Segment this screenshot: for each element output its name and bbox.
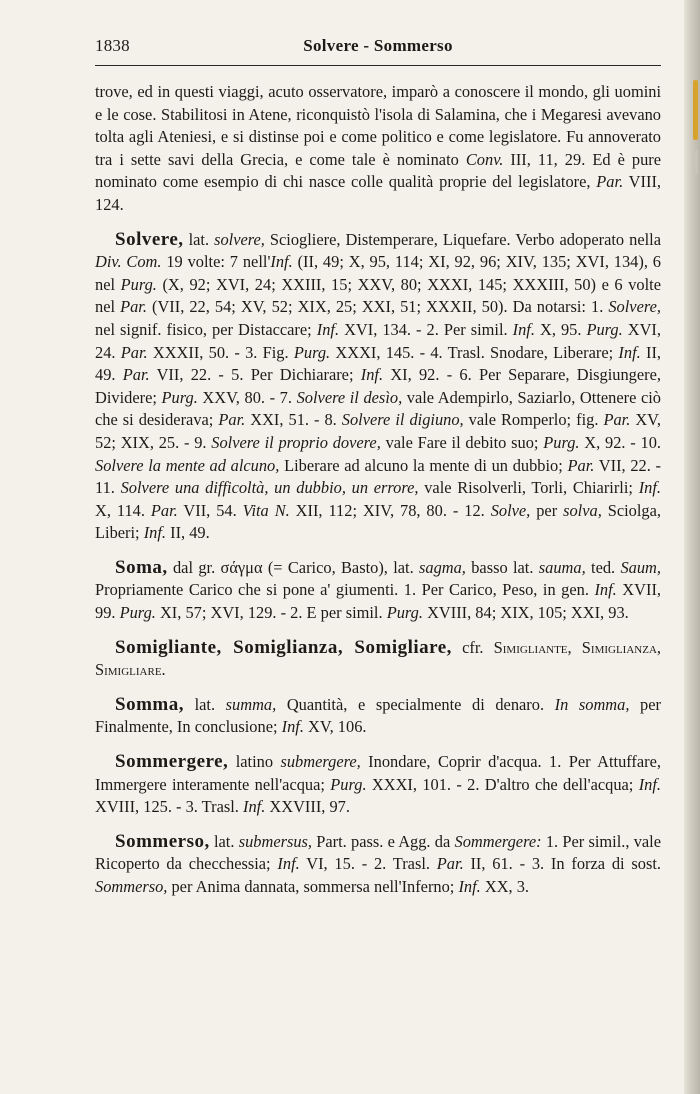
italic: sagma, xyxy=(419,557,466,577)
text: vale Romperlo; fig. xyxy=(463,410,604,430)
italic: solvere, xyxy=(214,229,265,249)
italic: Par. xyxy=(567,455,595,475)
text: XVIII, 84; XIX, 105; XXI, 93. xyxy=(422,603,629,623)
text: per Finalmente, In conclusione; xyxy=(95,694,661,737)
italic: Purg. xyxy=(586,319,623,339)
italic: Purg. xyxy=(543,432,580,452)
text: X, 92. - 10. xyxy=(579,432,661,452)
italic: Par. xyxy=(218,410,246,430)
citation: Par. xyxy=(596,172,624,192)
italic: Inf. xyxy=(594,580,617,600)
text: VI, 15. - 2. Trasl. xyxy=(299,854,437,874)
headword: Somma, xyxy=(115,693,184,715)
text: X, 95. xyxy=(534,319,587,339)
text: XXXI, 145. - 4. Trasl. Snodare, Liberare; xyxy=(330,342,619,362)
text: Sciogliere, Distemperare, Liquefare. Verbo adoperato nella xyxy=(264,229,661,249)
text: Inondare, Coprir d'acqua. 1. Per Attuffare, Immergere interamente nell'acqua; xyxy=(95,752,661,794)
italic: Solvere il desìo, xyxy=(296,387,403,407)
dictionary-content xyxy=(95,81,661,911)
text: XI, 92. - 6. Per Separare, Disgiungere, Dividere; xyxy=(95,365,661,407)
text: II, 49. xyxy=(95,342,661,385)
text: (X, 92; XVI, 24; XXIII, 15; XXV, 80; XXXI, 145; XXXIII, 50) e 6 volte nel xyxy=(95,274,661,317)
text: 19 volte: 7 nell' xyxy=(161,252,271,272)
italic: submersus, xyxy=(238,831,313,851)
text: XI, 57; XVI, 129. - 2. E per simil. xyxy=(155,603,387,623)
text: XVII, 99. xyxy=(95,580,661,623)
headword: Sommerso, xyxy=(115,830,210,852)
entry-sommergere xyxy=(95,751,661,819)
italic: In somma, xyxy=(554,694,630,714)
page-edge-shadow xyxy=(693,150,698,174)
entry-sommerso xyxy=(95,831,661,899)
italic: submergere, xyxy=(280,752,361,772)
italic: Inf. xyxy=(360,365,384,385)
text: XV, 52; XIX, 25. - 9. xyxy=(95,410,661,452)
text: per xyxy=(530,500,564,520)
text: Part. pass. e Agg. da xyxy=(312,831,455,851)
text: lat. xyxy=(183,694,226,714)
text: (VII, 22, 54; XV, 52; XIX, 25; XXI, 51; XXXII, 50). Da notarsi: 1. xyxy=(146,297,609,317)
italic: Purg. xyxy=(119,603,156,623)
headword: Soma, xyxy=(115,556,168,578)
text: basso lat. xyxy=(465,557,539,577)
italic: Inf. xyxy=(242,797,266,817)
italic: Inf. xyxy=(281,717,304,737)
text: XXXII, 50. - 3. Fig. xyxy=(147,342,294,362)
text: (II, 49; X, 95, 114; XI, 92, 96; XIV, 135; XVI, 134), 6 nel xyxy=(95,252,661,294)
cross-reference: Simigliante, Simiglianza, Simigliare. xyxy=(95,637,661,680)
italic: solva, xyxy=(563,500,602,520)
running-title: Solvere - Sommerso xyxy=(303,36,453,55)
text: 1. Per simil., vale Ricoperto da checchessia; xyxy=(95,831,661,874)
text: Quantità, e specialmente di denaro. xyxy=(276,694,555,714)
italic: Solvere il digiuno, xyxy=(341,410,464,430)
text: VII, 22. - 11. xyxy=(95,455,661,498)
italic: summa, xyxy=(225,694,277,714)
italic: Purg. xyxy=(120,274,157,294)
italic: Par. xyxy=(120,342,148,362)
text: cfr. xyxy=(451,637,494,657)
text: Sciolga, Liberi; xyxy=(95,500,661,543)
text: II, 49. xyxy=(166,523,210,543)
italic: Inf. xyxy=(316,319,340,339)
text: latino xyxy=(228,752,281,772)
text: lat. xyxy=(209,831,239,851)
entry-solone-continuation xyxy=(95,81,661,217)
italic: Saum, xyxy=(620,557,661,577)
headword: Sommergere, xyxy=(115,751,229,773)
italic: Inf. xyxy=(143,523,167,543)
citation: Conv. xyxy=(465,149,504,169)
header-rule xyxy=(95,65,661,66)
text: VII, 22. - 5. Per Dichiarare; xyxy=(149,365,361,385)
text: dal gr. σάγμα (= Carico, Basto), lat. xyxy=(167,557,419,577)
italic: Purg. xyxy=(293,342,331,362)
entry-somma xyxy=(95,694,661,739)
italic: Purg. xyxy=(161,387,198,407)
text: lat. xyxy=(183,229,215,249)
text: III, 11, 29. Ed è pure nominato come esempio di chi nasce colle qualità proprie del legislatore, xyxy=(95,149,661,192)
text: XII, 112; XIV, 78, 80. - 12. xyxy=(289,500,491,520)
italic: Inf. xyxy=(638,774,661,794)
text: II, 61. - 3. In forza di sost. xyxy=(463,854,662,874)
text: vale Adempirlo, Saziarlo, Ottenere ciò che si desiderava; xyxy=(95,387,661,430)
text: XXI, 51. - 8. xyxy=(245,410,342,430)
text: XXV, 80. - 7. xyxy=(197,387,297,407)
italic: Solvere una difficoltà, un dubbio, un errore, xyxy=(120,478,419,498)
text: XVI, 24. xyxy=(95,319,661,362)
italic: Solvere, xyxy=(608,297,661,317)
text: VIII, 124. xyxy=(95,172,661,214)
page-number: 1838 xyxy=(95,36,130,55)
text: XVI, 134. - 2. Per simil. xyxy=(339,319,513,339)
text: X, 114. xyxy=(95,500,151,520)
italic: Solve, xyxy=(490,500,531,520)
italic: Inf. xyxy=(270,252,293,272)
headword: Solvere, xyxy=(115,228,184,250)
text: XXXI, 101. - 2. D'altro che dell'acqua; xyxy=(366,774,639,794)
italic: Sommergere: xyxy=(454,831,542,851)
text: nel signif. fisico, per Distaccare; xyxy=(95,319,317,339)
italic: Vita N. xyxy=(242,500,290,520)
entry-somigliante xyxy=(95,637,661,682)
italic: Solvere la mente ad alcuno, xyxy=(95,455,280,475)
italic: Par. xyxy=(436,854,464,874)
italic: Sommerso, xyxy=(95,877,168,896)
italic: Inf. xyxy=(277,854,300,874)
text: XXVIII, 97. xyxy=(265,797,350,817)
text: trove, ed in questi viaggi, acuto osservatore, imparò a conoscere il mondo, gli uomini e le cose. Stabilitosi in Atene, riconquistò l'isola di Salamina, che i Megaresi avevano tolta agli Ateniesi, e si distinse poi e come politico e come legislatore. Fu annoverato tra i sette savi della Grecia, e come tale è nominato xyxy=(95,82,661,169)
italic: Div. Com. xyxy=(95,252,162,272)
entry-solvere xyxy=(95,229,661,545)
text: vale Fare il debito suo; xyxy=(380,432,544,452)
italic: Inf. xyxy=(638,478,661,498)
entry-soma xyxy=(95,557,661,625)
italic: Par. xyxy=(603,410,631,430)
page-edge-tab xyxy=(693,80,698,140)
italic: Inf. xyxy=(512,319,535,339)
italic: Purg. xyxy=(386,603,423,623)
page-header xyxy=(95,34,661,64)
text: XV, 106. xyxy=(303,717,367,737)
text: VII, 54. xyxy=(177,500,243,520)
italic: Par. xyxy=(150,500,178,520)
text: Propriamente Carico che si pone a' giumenti. 1. Per Carico, Peso, in gen. xyxy=(95,580,595,600)
italic: Inf. xyxy=(458,877,481,896)
text: ted. xyxy=(585,557,621,577)
italic: Solvere il proprio dovere, xyxy=(211,432,381,452)
text: Liberare ad alcuno la mente di un dubbio; xyxy=(279,455,568,475)
italic: Inf. xyxy=(618,342,641,362)
headword: Somigliante, Somiglianza, Somigliare, xyxy=(115,636,452,658)
text: per Anima dannata, sommersa nell'Inferno; xyxy=(167,877,459,896)
text: XX, 3. xyxy=(480,877,530,896)
text: vale Risolverli, Torli, Chiarirli; xyxy=(418,478,639,498)
italic: Purg. xyxy=(330,774,367,794)
italic: sauma, xyxy=(538,557,586,577)
italic: Par. xyxy=(122,365,150,385)
text: XVIII, 125. - 3. Trasl. xyxy=(95,797,243,817)
italic: Par. xyxy=(120,297,147,317)
